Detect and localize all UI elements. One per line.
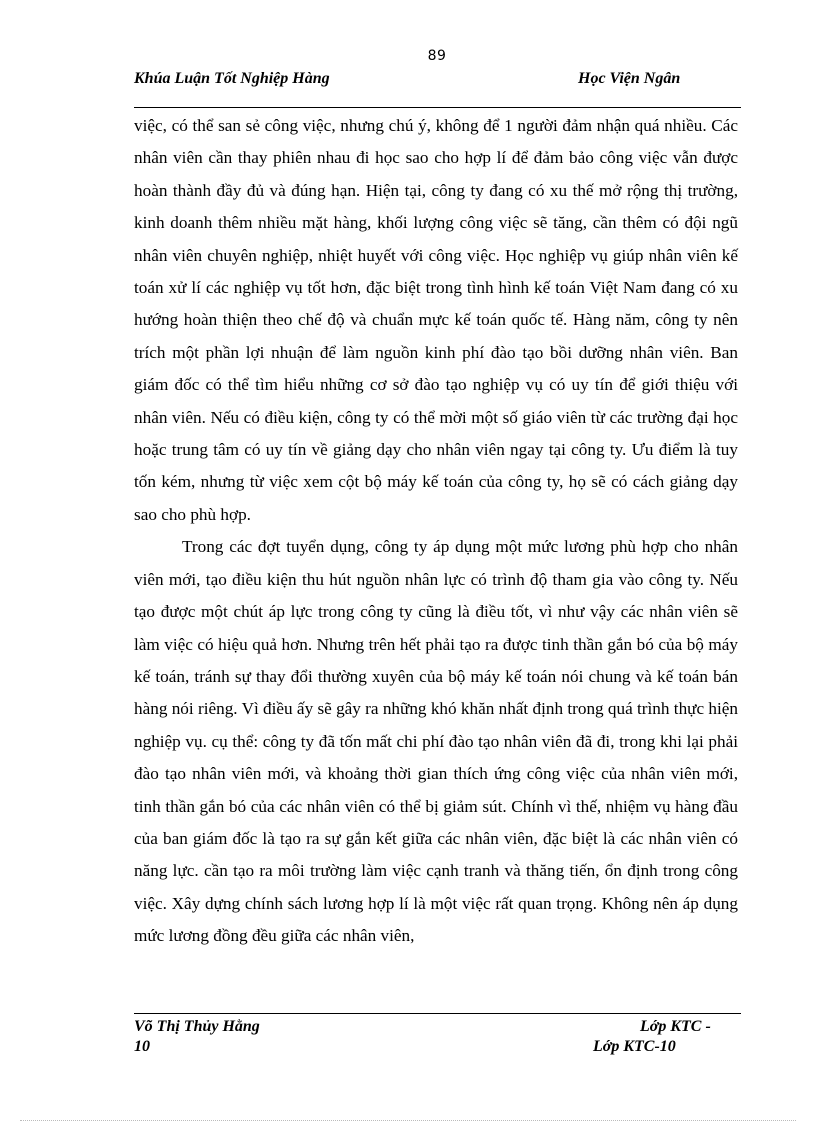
footer-divider	[134, 1013, 741, 1014]
footer-author-continued: 10	[134, 1038, 150, 1055]
page-bottom-border	[20, 1120, 796, 1121]
paragraph-1: việc, có thể san sẻ công việc, nhưng chú ý, không để 1 người đảm nhận quá nhiều. Các nhân viên cần thay phiên nhau đi học sao cho hợp lí để đảm bảo công việc vẫn được hoàn thành đầy đủ và đúng hạn. Hiện tại, công ty đang có xu thế mở rộng thị trường, kinh doanh thêm nhiều mặt hàng, khối lượng công việc sẽ tăng, cần thêm có đội ngũ nhân viên chuyên nghiệp, nhiệt huyết với công việc. Học nghiệp vụ giúp nhân viên kế toán xử lí các nghiệp vụ tốt hơn, đặc biệt trong tình hình kế toán Việt Nam đang có xu hướng hoàn thiện theo chế độ và chuẩn mực kế toán quốc tế. Hàng năm, công ty nên trích một phần lợi nhuận để làm nguồn kinh phí đào tạo bồi dưỡng nhân viên. Ban giám đốc có thể tìm hiểu những cơ sở đào tạo nghiệp vụ có uy tín để giới thiệu với nhân viên. Nếu có điều kiện, công ty có thể mời một số giáo viên từ các trường đại học hoặc trung tâm có uy tín về giảng dạy cho nhân viên ngay tại công ty. Ưu điểm là tuy tốn kém, nhưng từ việc xem cột bộ máy kế toán của công ty, họ sẽ có cách giảng dạy sao cho phù hợp.	[134, 116, 738, 524]
document-body	[134, 110, 738, 953]
page-number: 89	[427, 48, 447, 64]
header-thesis-title: Khúa Luận Tốt Nghiệp Hàng	[134, 70, 330, 87]
footer-class-label: Lớp KTC -	[640, 1018, 711, 1035]
footer-author: Võ Thị Thủy Hằng	[134, 1018, 260, 1035]
header-divider	[134, 107, 741, 108]
header-institution: Học Viện Ngân	[578, 70, 681, 87]
footer-class: Lớp KTC-10	[593, 1038, 676, 1055]
paragraph-2: Trong các đợt tuyển dụng, công ty áp dụng một mức lương phù hợp cho nhân viên mới, tạo điều kiện thu hút nguồn nhân lực có trình độ tham gia vào công ty. Nếu tạo được một chút áp lực trong công ty cũng là điều tốt, vì như vậy các nhân viên sẽ làm việc có hiệu quả hơn. Nhưng trên hết phải tạo ra được tinh thần gắn bó của bộ máy kế toán, tránh sự thay đổi thường xuyên của bộ máy kế toán nói chung và kế toán bán hàng nói riêng. Vì điều ấy sẽ gây ra những khó khăn nhất định trong quá trình thực hiện nghiệp vụ. cụ thể: công ty đã tốn mất chi phí đào tạo nhân viên đã đi, trong khi lại phải đào tạo nhân viên mới, và khoảng thời gian thích ứng công việc của nhân viên mới, tinh thần gắn bó của các nhân viên có thể bị giảm sút. Chính vì thế, nhiệm vụ hàng đầu của ban giám đốc là tạo ra sự gắn kết giữa các nhân viên, đặc biệt là các nhân viên có năng lực. cần tạo ra môi trường làm việc cạnh tranh và thăng tiến, ổn định trong công việc. Xây dựng chính sách lương hợp lí là một việc rất quan trọng. Không nên áp dụng mức lương đồng đều giữa các nhân viên,	[134, 537, 738, 946]
